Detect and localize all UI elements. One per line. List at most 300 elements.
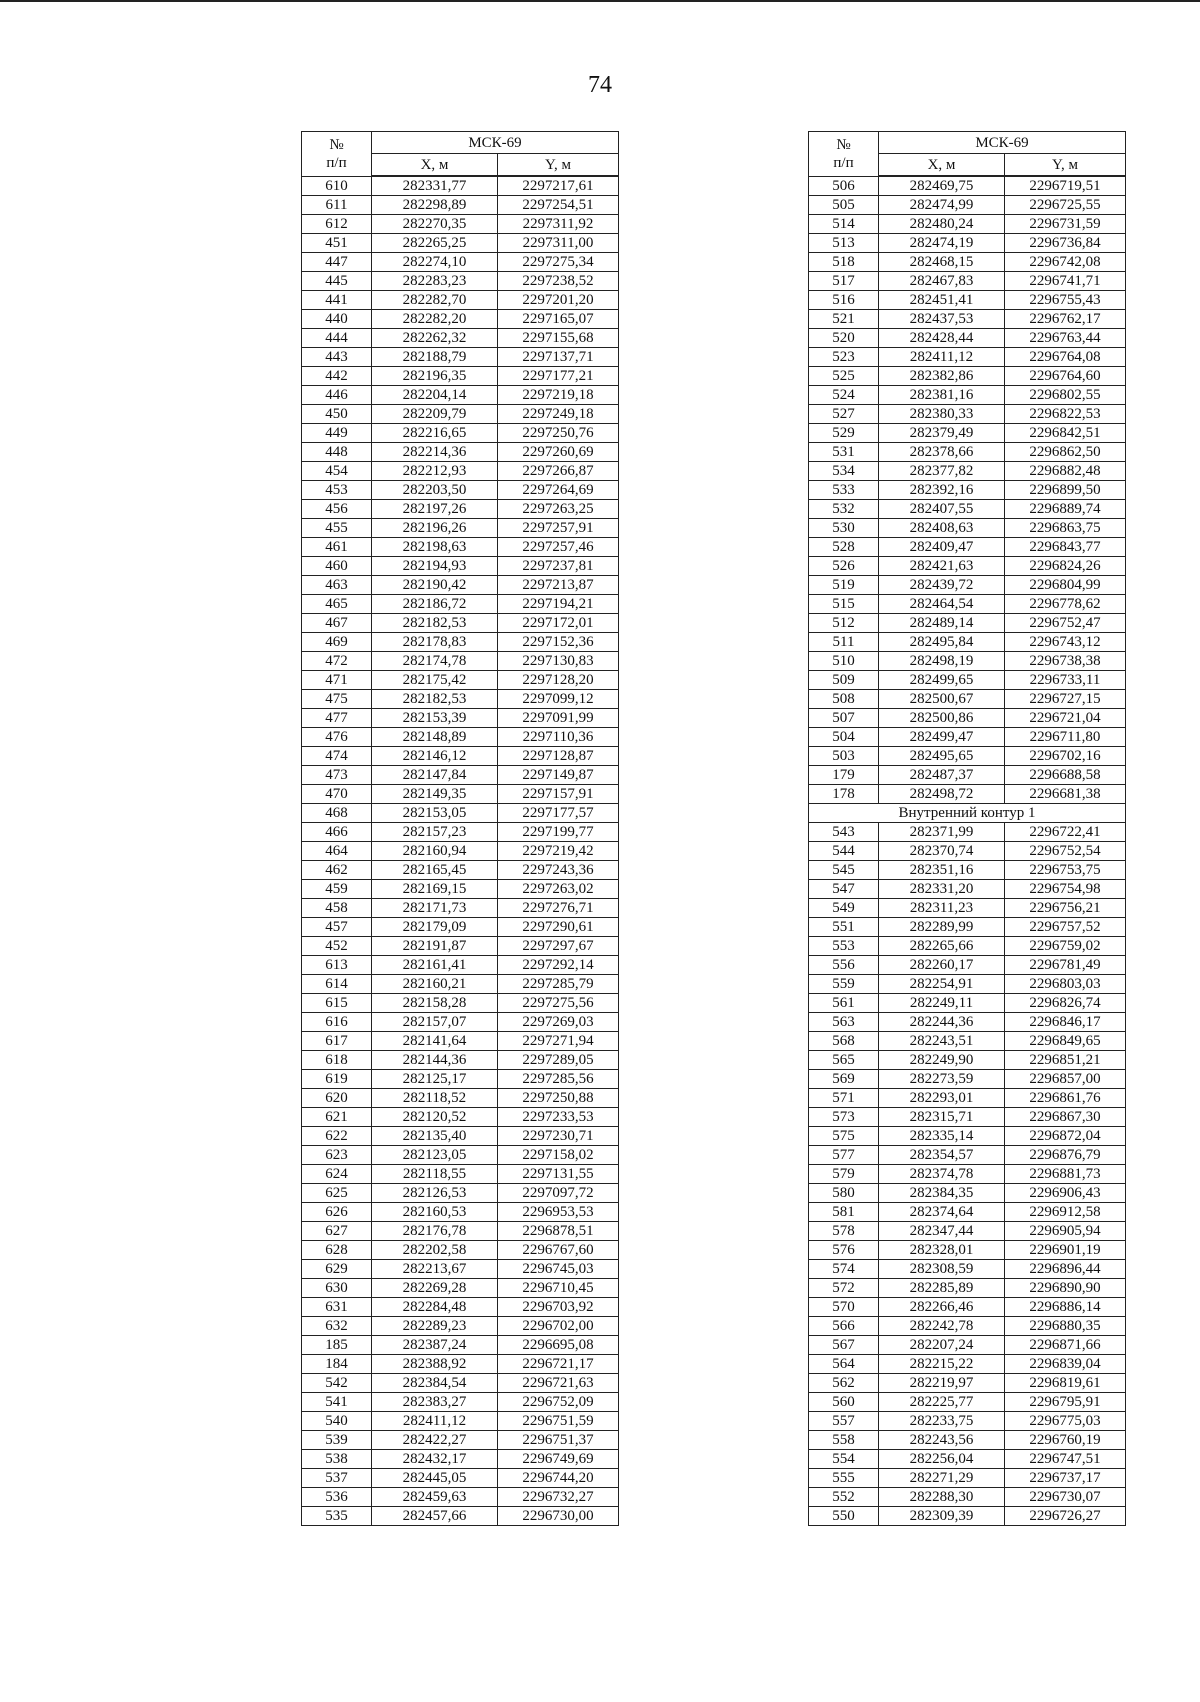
y-coordinate-cell: 2296906,43 (1005, 1184, 1126, 1203)
x-coordinate-cell: 282174,78 (372, 652, 498, 671)
table-row (302, 1051, 619, 1070)
y-coordinate-cell: 2296747,51 (1005, 1450, 1126, 1469)
x-coordinate-cell: 282285,89 (879, 1279, 1005, 1298)
point-number-cell: 549 (809, 899, 879, 918)
x-coordinate-cell: 282411,12 (879, 348, 1005, 367)
x-coordinate-cell: 282351,16 (879, 861, 1005, 880)
column-header-x: X, м (879, 154, 1005, 177)
point-number-cell: 445 (302, 272, 372, 291)
y-coordinate-cell: 2296851,21 (1005, 1051, 1126, 1070)
point-number-cell: 574 (809, 1260, 879, 1279)
point-number-cell: 462 (302, 861, 372, 880)
x-coordinate-cell: 282207,24 (879, 1336, 1005, 1355)
point-number-cell: 577 (809, 1146, 879, 1165)
column-header-system: МСК-69 (879, 132, 1126, 154)
point-number-cell: 550 (809, 1507, 879, 1526)
y-coordinate-cell: 2296795,91 (1005, 1393, 1126, 1412)
y-coordinate-cell: 2296876,79 (1005, 1146, 1126, 1165)
point-number-cell: 632 (302, 1317, 372, 1336)
x-coordinate-cell: 282495,65 (879, 747, 1005, 766)
y-coordinate-cell: 2296688,58 (1005, 766, 1126, 785)
table-row (809, 1203, 1126, 1222)
x-coordinate-cell: 282197,26 (372, 500, 498, 519)
point-number-cell: 567 (809, 1336, 879, 1355)
x-coordinate-cell: 282499,65 (879, 671, 1005, 690)
x-coordinate-cell: 282381,16 (879, 386, 1005, 405)
x-coordinate-cell: 282500,86 (879, 709, 1005, 728)
point-number-cell: 514 (809, 215, 879, 234)
table-row (809, 785, 1126, 804)
table-row (302, 937, 619, 956)
point-number-cell: 611 (302, 196, 372, 215)
table-row (809, 975, 1126, 994)
y-coordinate-cell: 2297177,21 (498, 367, 619, 386)
x-coordinate-cell: 282289,23 (372, 1317, 498, 1336)
x-coordinate-cell: 282265,25 (372, 234, 498, 253)
table-row (302, 1450, 619, 1469)
point-number-cell: 504 (809, 728, 879, 747)
column-header-system: МСК-69 (372, 132, 619, 154)
x-coordinate-cell: 282165,45 (372, 861, 498, 880)
coordinates-table-left (301, 131, 619, 1526)
y-coordinate-cell: 2297238,52 (498, 272, 619, 291)
y-coordinate-cell: 2296751,37 (498, 1431, 619, 1450)
y-coordinate-cell: 2297257,91 (498, 519, 619, 538)
point-number-cell: 475 (302, 690, 372, 709)
y-coordinate-cell: 2297213,87 (498, 576, 619, 595)
point-number-cell: 623 (302, 1146, 372, 1165)
table-row (809, 994, 1126, 1013)
point-number-cell: 572 (809, 1279, 879, 1298)
table-row (302, 329, 619, 348)
y-coordinate-cell: 2296754,98 (1005, 880, 1126, 899)
y-coordinate-cell: 2297099,12 (498, 690, 619, 709)
y-coordinate-cell: 2296764,08 (1005, 348, 1126, 367)
table-row (302, 785, 619, 804)
point-number-cell: 455 (302, 519, 372, 538)
x-coordinate-cell: 282374,64 (879, 1203, 1005, 1222)
x-coordinate-cell: 282141,64 (372, 1032, 498, 1051)
x-coordinate-cell: 282118,55 (372, 1165, 498, 1184)
table-row (302, 880, 619, 899)
y-coordinate-cell: 2296721,04 (1005, 709, 1126, 728)
point-number-cell: 511 (809, 633, 879, 652)
x-coordinate-cell: 282126,53 (372, 1184, 498, 1203)
point-number-cell: 527 (809, 405, 879, 424)
table-row (809, 538, 1126, 557)
table-row (302, 842, 619, 861)
y-coordinate-cell: 2297152,36 (498, 633, 619, 652)
y-coordinate-cell: 2297230,71 (498, 1127, 619, 1146)
x-coordinate-cell: 282308,59 (879, 1260, 1005, 1279)
y-coordinate-cell: 2297091,99 (498, 709, 619, 728)
table-row (809, 1336, 1126, 1355)
x-coordinate-cell: 282244,36 (879, 1013, 1005, 1032)
y-coordinate-cell: 2296727,15 (1005, 690, 1126, 709)
x-coordinate-cell: 282309,39 (879, 1507, 1005, 1526)
header-number-label: № (836, 136, 851, 153)
point-number-cell: 464 (302, 842, 372, 861)
table-row (302, 1108, 619, 1127)
y-coordinate-cell: 2297289,05 (498, 1051, 619, 1070)
x-coordinate-cell: 282432,17 (372, 1450, 498, 1469)
point-number-cell: 534 (809, 462, 879, 481)
table-row (809, 1507, 1126, 1526)
table-row (809, 880, 1126, 899)
x-coordinate-cell: 282176,78 (372, 1222, 498, 1241)
point-number-cell: 631 (302, 1298, 372, 1317)
table-row (302, 1412, 619, 1431)
point-number-cell: 448 (302, 443, 372, 462)
x-coordinate-cell: 282215,22 (879, 1355, 1005, 1374)
point-number-cell: 556 (809, 956, 879, 975)
x-coordinate-cell: 282489,14 (879, 614, 1005, 633)
table-row (809, 1070, 1126, 1089)
point-number-cell: 562 (809, 1374, 879, 1393)
table-row (302, 671, 619, 690)
header-number-label: № (329, 136, 344, 153)
table-row (809, 329, 1126, 348)
x-coordinate-cell: 282331,77 (372, 176, 498, 196)
table-row (809, 747, 1126, 766)
table-row (809, 310, 1126, 329)
table-row (809, 766, 1126, 785)
x-coordinate-cell: 282388,92 (372, 1355, 498, 1374)
y-coordinate-cell: 2296872,04 (1005, 1127, 1126, 1146)
table-row (809, 918, 1126, 937)
y-coordinate-cell: 2297155,68 (498, 329, 619, 348)
table-row (302, 443, 619, 462)
point-number-cell: 471 (302, 671, 372, 690)
y-coordinate-cell: 2296842,51 (1005, 424, 1126, 443)
y-coordinate-cell: 2296731,59 (1005, 215, 1126, 234)
point-number-cell: 621 (302, 1108, 372, 1127)
y-coordinate-cell: 2297311,00 (498, 234, 619, 253)
point-number-cell: 565 (809, 1051, 879, 1070)
x-coordinate-cell: 282347,44 (879, 1222, 1005, 1241)
point-number-cell: 610 (302, 176, 372, 196)
y-coordinate-cell: 2296890,90 (1005, 1279, 1126, 1298)
x-coordinate-cell: 282214,36 (372, 443, 498, 462)
table-row (302, 975, 619, 994)
table-row (302, 538, 619, 557)
x-coordinate-cell: 282202,58 (372, 1241, 498, 1260)
table-row (809, 728, 1126, 747)
x-coordinate-cell: 282157,23 (372, 823, 498, 842)
top-border-line (0, 0, 1200, 2)
point-number-cell: 474 (302, 747, 372, 766)
x-coordinate-cell: 282377,82 (879, 462, 1005, 481)
table-row (302, 176, 619, 196)
x-coordinate-cell: 282216,65 (372, 424, 498, 443)
x-coordinate-cell: 282298,89 (372, 196, 498, 215)
x-coordinate-cell: 282212,93 (372, 462, 498, 481)
table-row (302, 1089, 619, 1108)
table-row (302, 747, 619, 766)
x-coordinate-cell: 282256,04 (879, 1450, 1005, 1469)
y-coordinate-cell: 2297285,56 (498, 1070, 619, 1089)
y-coordinate-cell: 2296756,21 (1005, 899, 1126, 918)
table-row (809, 1317, 1126, 1336)
y-coordinate-cell: 2296775,03 (1005, 1412, 1126, 1431)
table-row (809, 215, 1126, 234)
point-number-cell: 460 (302, 557, 372, 576)
table-row (302, 310, 619, 329)
y-coordinate-cell: 2296889,74 (1005, 500, 1126, 519)
table-row (302, 652, 619, 671)
point-number-cell: 468 (302, 804, 372, 823)
y-coordinate-cell: 2297275,34 (498, 253, 619, 272)
point-number-cell: 456 (302, 500, 372, 519)
x-coordinate-cell: 282284,48 (372, 1298, 498, 1317)
point-number-cell: 575 (809, 1127, 879, 1146)
y-coordinate-cell: 2296901,19 (1005, 1241, 1126, 1260)
y-coordinate-cell: 2296802,55 (1005, 386, 1126, 405)
x-coordinate-cell: 282171,73 (372, 899, 498, 918)
table-row (809, 1127, 1126, 1146)
x-coordinate-cell: 282459,63 (372, 1488, 498, 1507)
point-number-cell: 580 (809, 1184, 879, 1203)
y-coordinate-cell: 2296804,99 (1005, 576, 1126, 595)
x-coordinate-cell: 282182,53 (372, 614, 498, 633)
table-row (809, 1089, 1126, 1108)
table-row (809, 576, 1126, 595)
y-coordinate-cell: 2297199,77 (498, 823, 619, 842)
x-coordinate-cell: 282169,15 (372, 880, 498, 899)
point-number-cell: 519 (809, 576, 879, 595)
point-number-cell: 178 (809, 785, 879, 804)
contour-row (809, 804, 1126, 823)
x-coordinate-cell: 282422,27 (372, 1431, 498, 1450)
table-row (302, 994, 619, 1013)
x-coordinate-cell: 282270,35 (372, 215, 498, 234)
table-row (302, 196, 619, 215)
table-row (809, 652, 1126, 671)
table-row (809, 937, 1126, 956)
x-coordinate-cell: 282179,09 (372, 918, 498, 937)
point-number-cell: 477 (302, 709, 372, 728)
y-coordinate-cell: 2296736,84 (1005, 234, 1126, 253)
point-number-cell: 446 (302, 386, 372, 405)
x-coordinate-cell: 282153,39 (372, 709, 498, 728)
point-number-cell: 449 (302, 424, 372, 443)
y-coordinate-cell: 2296702,16 (1005, 747, 1126, 766)
table-row (809, 1165, 1126, 1184)
x-coordinate-cell: 282315,71 (879, 1108, 1005, 1127)
y-coordinate-cell: 2296721,63 (498, 1374, 619, 1393)
x-coordinate-cell: 282380,33 (879, 405, 1005, 424)
point-number-cell: 453 (302, 481, 372, 500)
table-row (302, 690, 619, 709)
table-row (809, 1450, 1126, 1469)
point-number-cell: 505 (809, 196, 879, 215)
y-coordinate-cell: 2296819,61 (1005, 1374, 1126, 1393)
y-coordinate-cell: 2296743,12 (1005, 633, 1126, 652)
y-coordinate-cell: 2296738,38 (1005, 652, 1126, 671)
table-row (809, 1146, 1126, 1165)
y-coordinate-cell: 2297149,87 (498, 766, 619, 785)
x-coordinate-cell: 282379,49 (879, 424, 1005, 443)
point-number-cell: 544 (809, 842, 879, 861)
x-coordinate-cell: 282178,83 (372, 633, 498, 652)
y-coordinate-cell: 2296905,94 (1005, 1222, 1126, 1241)
y-coordinate-cell: 2296953,53 (498, 1203, 619, 1222)
table-row (302, 1279, 619, 1298)
point-number-cell: 540 (302, 1412, 372, 1431)
y-coordinate-cell: 2296745,03 (498, 1260, 619, 1279)
table-row (809, 1393, 1126, 1412)
table-row (809, 500, 1126, 519)
x-coordinate-cell: 282153,05 (372, 804, 498, 823)
x-coordinate-cell: 282289,99 (879, 918, 1005, 937)
x-coordinate-cell: 282409,47 (879, 538, 1005, 557)
table-row (809, 1488, 1126, 1507)
y-coordinate-cell: 2296711,80 (1005, 728, 1126, 747)
point-number-cell: 444 (302, 329, 372, 348)
x-coordinate-cell: 282495,84 (879, 633, 1005, 652)
table-row (302, 1013, 619, 1032)
point-number-cell: 507 (809, 709, 879, 728)
y-coordinate-cell: 2296732,27 (498, 1488, 619, 1507)
y-coordinate-cell: 2296741,71 (1005, 272, 1126, 291)
point-number-cell: 513 (809, 234, 879, 253)
y-coordinate-cell: 2296760,19 (1005, 1431, 1126, 1450)
point-number-cell: 566 (809, 1317, 879, 1336)
table-row (809, 595, 1126, 614)
column-header-x: X, м (372, 154, 498, 177)
point-number-cell: 461 (302, 538, 372, 557)
point-number-cell: 472 (302, 652, 372, 671)
x-coordinate-cell: 282219,97 (879, 1374, 1005, 1393)
x-coordinate-cell: 282144,36 (372, 1051, 498, 1070)
point-number-cell: 543 (809, 823, 879, 842)
point-number-cell: 568 (809, 1032, 879, 1051)
point-number-cell: 528 (809, 538, 879, 557)
point-number-cell: 509 (809, 671, 879, 690)
point-number-cell: 442 (302, 367, 372, 386)
point-number-cell: 516 (809, 291, 879, 310)
column-header-number (302, 132, 372, 177)
x-coordinate-cell: 282288,30 (879, 1488, 1005, 1507)
table-row (809, 367, 1126, 386)
table-row (302, 1165, 619, 1184)
point-number-cell: 518 (809, 253, 879, 272)
x-coordinate-cell: 282160,21 (372, 975, 498, 994)
x-coordinate-cell: 282265,66 (879, 937, 1005, 956)
y-coordinate-cell: 2296759,02 (1005, 937, 1126, 956)
table-row (302, 272, 619, 291)
point-number-cell: 443 (302, 348, 372, 367)
table-row (302, 1355, 619, 1374)
x-coordinate-cell: 282439,72 (879, 576, 1005, 595)
x-coordinate-cell: 282499,47 (879, 728, 1005, 747)
point-number-cell: 459 (302, 880, 372, 899)
point-number-cell: 521 (809, 310, 879, 329)
point-number-cell: 616 (302, 1013, 372, 1032)
table-row (809, 348, 1126, 367)
y-coordinate-cell: 2297110,36 (498, 728, 619, 747)
y-coordinate-cell: 2297194,21 (498, 595, 619, 614)
table-row (809, 462, 1126, 481)
x-coordinate-cell: 282191,87 (372, 937, 498, 956)
table-row (302, 1241, 619, 1260)
x-coordinate-cell: 282123,05 (372, 1146, 498, 1165)
point-number-cell: 558 (809, 1431, 879, 1450)
x-coordinate-cell: 282500,67 (879, 690, 1005, 709)
point-number-cell: 179 (809, 766, 879, 785)
table-row (809, 1469, 1126, 1488)
header-number-sublabel: п/п (833, 154, 854, 171)
x-coordinate-cell: 282498,19 (879, 652, 1005, 671)
x-coordinate-cell: 282392,16 (879, 481, 1005, 500)
table-row (809, 1013, 1126, 1032)
y-coordinate-cell: 2296896,44 (1005, 1260, 1126, 1279)
table-row (809, 633, 1126, 652)
table-row (302, 823, 619, 842)
table-row (302, 405, 619, 424)
y-coordinate-cell: 2296752,54 (1005, 842, 1126, 861)
table-row (809, 1184, 1126, 1203)
y-coordinate-cell: 2297158,02 (498, 1146, 619, 1165)
point-number-cell: 551 (809, 918, 879, 937)
point-number-cell: 503 (809, 747, 879, 766)
point-number-cell: 557 (809, 1412, 879, 1431)
point-number-cell: 536 (302, 1488, 372, 1507)
table-row (809, 1431, 1126, 1450)
y-coordinate-cell: 2296822,53 (1005, 405, 1126, 424)
point-number-cell: 515 (809, 595, 879, 614)
y-coordinate-cell: 2296681,38 (1005, 785, 1126, 804)
table-row (302, 367, 619, 386)
table-row (302, 253, 619, 272)
x-coordinate-cell: 282225,77 (879, 1393, 1005, 1412)
x-coordinate-cell: 282328,01 (879, 1241, 1005, 1260)
table-row (302, 633, 619, 652)
point-number-cell: 571 (809, 1089, 879, 1108)
y-coordinate-cell: 2297201,20 (498, 291, 619, 310)
left-table-body (302, 176, 619, 1526)
y-coordinate-cell: 2296867,30 (1005, 1108, 1126, 1127)
table-row (302, 1507, 619, 1526)
table-row (809, 1412, 1126, 1431)
table-row (809, 196, 1126, 215)
x-coordinate-cell: 282196,26 (372, 519, 498, 538)
point-number-cell: 619 (302, 1070, 372, 1089)
column-header-y: Y, м (1005, 154, 1126, 177)
y-coordinate-cell: 2296730,00 (498, 1507, 619, 1526)
point-number-cell: 185 (302, 1336, 372, 1355)
point-number-cell: 470 (302, 785, 372, 804)
table-row (809, 519, 1126, 538)
x-coordinate-cell: 282437,53 (879, 310, 1005, 329)
x-coordinate-cell: 282188,79 (372, 348, 498, 367)
table-row (809, 443, 1126, 462)
y-coordinate-cell: 2296880,35 (1005, 1317, 1126, 1336)
y-coordinate-cell: 2296730,07 (1005, 1488, 1126, 1507)
point-number-cell: 629 (302, 1260, 372, 1279)
point-number-cell: 545 (809, 861, 879, 880)
x-coordinate-cell: 282371,99 (879, 823, 1005, 842)
x-coordinate-cell: 282158,28 (372, 994, 498, 1013)
y-coordinate-cell: 2297271,94 (498, 1032, 619, 1051)
table-row (809, 671, 1126, 690)
point-number-cell: 576 (809, 1241, 879, 1260)
point-number-cell: 626 (302, 1203, 372, 1222)
y-coordinate-cell: 2296742,08 (1005, 253, 1126, 272)
y-coordinate-cell: 2296722,41 (1005, 823, 1126, 842)
y-coordinate-cell: 2296826,74 (1005, 994, 1126, 1013)
x-coordinate-cell: 282243,56 (879, 1431, 1005, 1450)
